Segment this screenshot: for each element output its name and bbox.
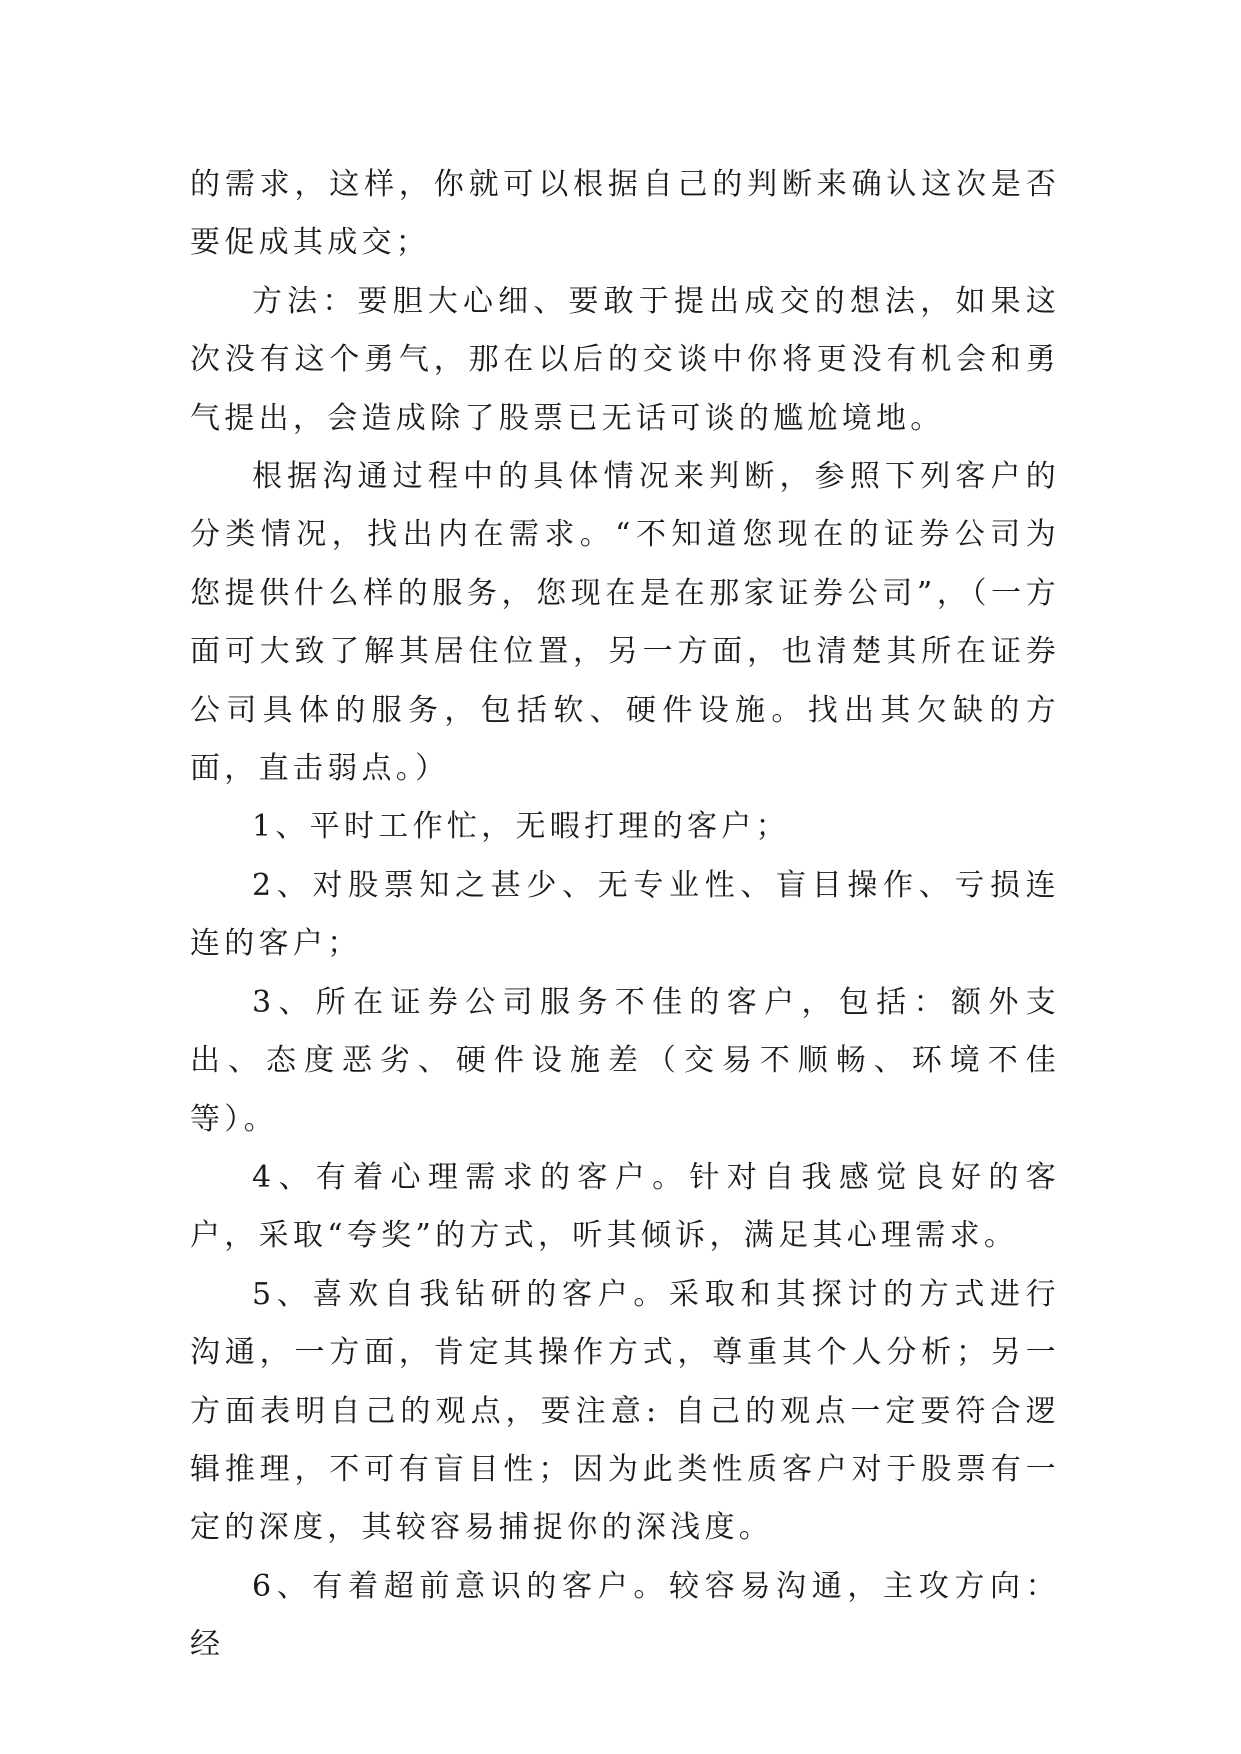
list-item-2: 2、对股票知之甚少、无专业性、盲目操作、亏损连连的客户； bbox=[190, 867, 1060, 962]
paragraph-needs-analysis: 根据沟通过程中的具体情况来判断，参照下列客户的分类情况，找出内在需求。“不知道您现在的证券公司为您提供什么样的服务，您现在是在那家证券公司”，（一方面可大致了解其居住位置，另一方面，也清楚其所在证券公司具体的服务，包括软、硬件设施。找出其欠缺的方面，直击弱点。） bbox=[190, 459, 1060, 787]
list-item-3: 3、所在证券公司服务不佳的客户，包括：额外支出、态度恶劣、硬件设施差（交易不顺畅、环境不佳等）。 bbox=[190, 984, 1060, 1137]
document-body bbox=[190, 156, 1060, 1675]
list-item-4: 4、有着心理需求的客户。针对自我感觉良好的客户，采取“夸奖”的方式，听其倾诉，满足其心理需求。 bbox=[190, 1159, 1060, 1254]
list-item-1: 1、平时工作忙，无暇打理的客户； bbox=[252, 809, 790, 845]
list-item-5: 5、喜欢自我钻研的客户。采取和其探讨的方式进行沟通，一方面，肯定其操作方式，尊重其个人分析；另一方面表明自己的观点，要注意: 自己的观点一定要符合逻辑推理，不可有盲目性；因为此类性质客户对于股票有一定的深度，其较容易捕捉你的深浅度。 bbox=[190, 1276, 1060, 1546]
paragraph-continued: 的需求，这样，你就可以根据自己的判断来确认这次是否要促成其成交； bbox=[190, 167, 1060, 261]
list-item-6: 6、有着超前意识的客户。较容易沟通，主攻方向：经 bbox=[190, 1568, 1060, 1663]
paragraph-method: 方法：要胆大心细、要敢于提出成交的想法，如果这次没有这个勇气，那在以后的交谈中你将更没有机会和勇气提出，会造成除了股票已无话可谈的尴尬境地。 bbox=[190, 283, 1060, 436]
